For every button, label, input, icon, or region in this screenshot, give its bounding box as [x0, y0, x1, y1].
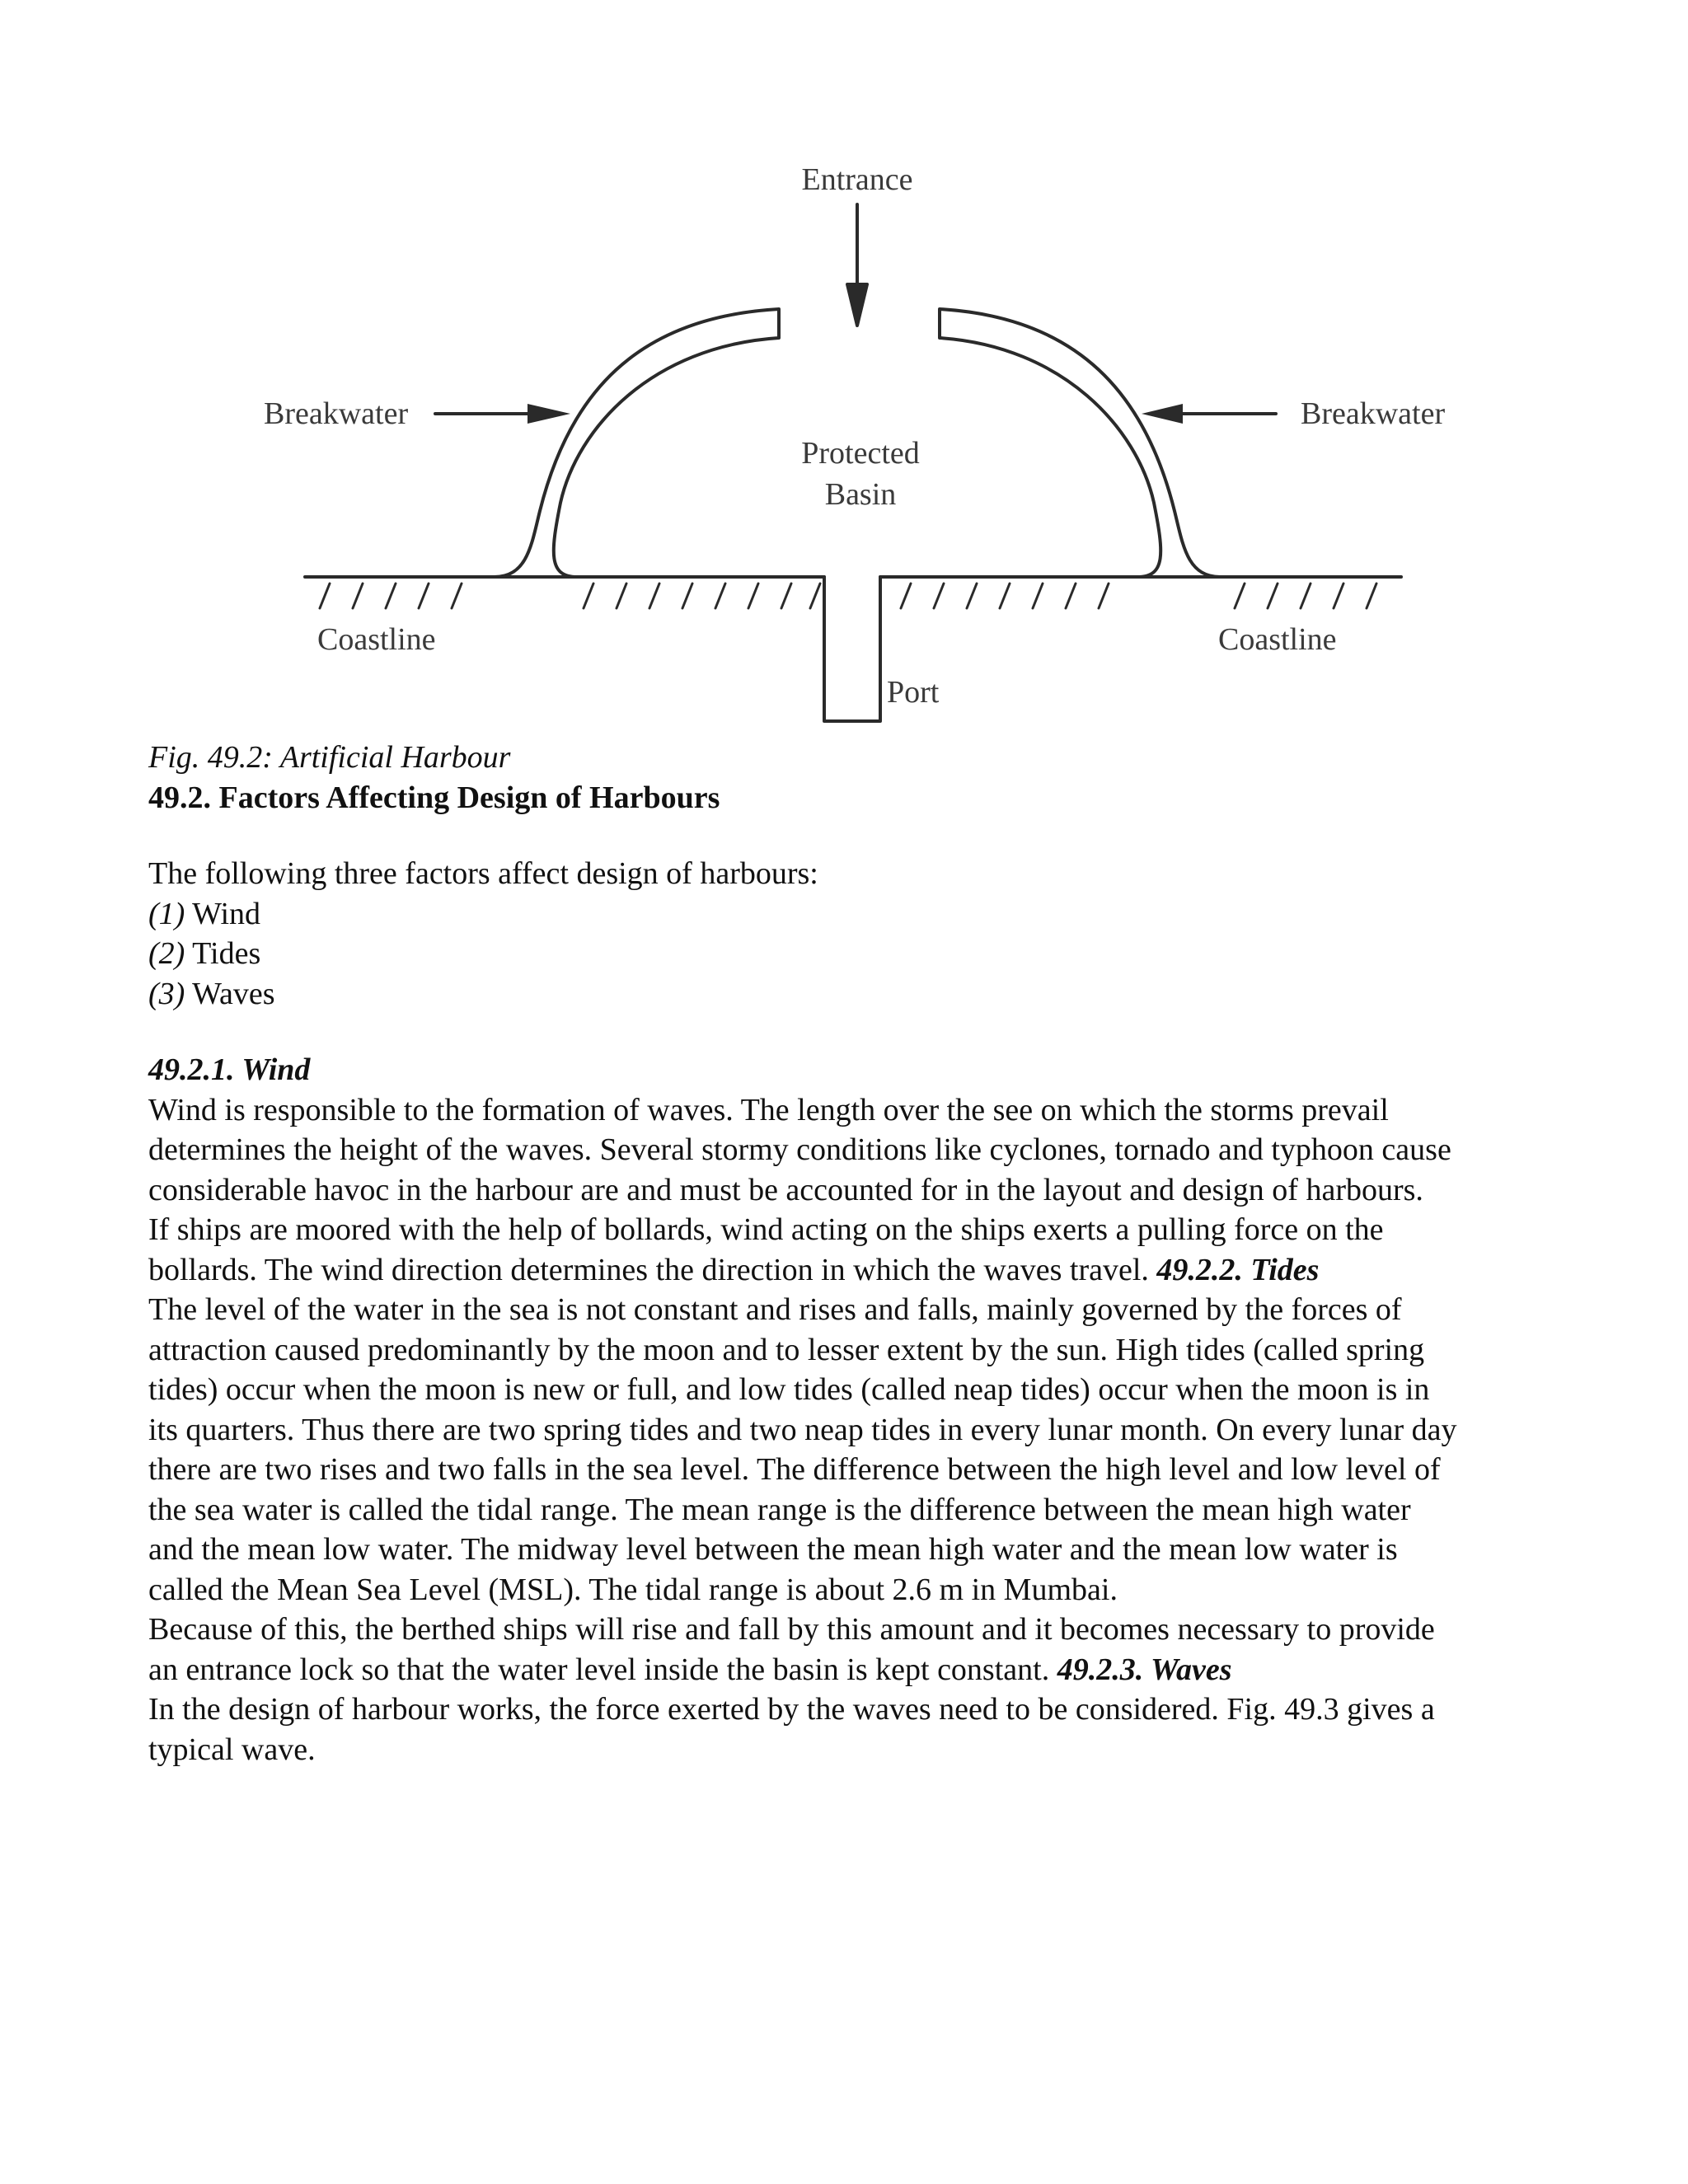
tides-line-end: an entrance lock so that the water level inside the basin is kept constant. [148, 1652, 1057, 1687]
wind-line: determines the height of the waves. Several stormy conditions like cyclones, tornado and typhoon cause [148, 1132, 1451, 1167]
waves-heading: 49.2.3. Waves [1057, 1652, 1232, 1687]
tides-line: there are two rises and two falls in the sea level. The difference between the high level and low level of [148, 1452, 1441, 1487]
left-breakwater [495, 309, 779, 577]
factor-item [148, 974, 1550, 1015]
section-title: 49.2. Factors Affecting Design of Harbours [148, 780, 720, 815]
tides-line: tides) occur when the moon is new or full, and low tides (called neap tides) occur when the moon is in [148, 1372, 1430, 1407]
label-port: Port [887, 675, 940, 710]
factor-number: (1) [148, 896, 185, 931]
waves-line: In the design of harbour works, the force exerted by the waves need to be considered. Fig. 49.3 gives a [148, 1692, 1435, 1727]
tides-line: called the Mean Sea Level (MSL). The tidal range is about 2.6 m in Mumbai. [148, 1572, 1118, 1607]
factor-item [148, 894, 1550, 935]
label-entrance: Entrance [801, 162, 913, 197]
factor-number: (2) [148, 936, 185, 971]
figure-caption: Fig. 49.2: Artificial Harbour [148, 740, 511, 775]
label-basin: Basin [824, 477, 897, 512]
label-breakwater-left: Breakwater [264, 396, 409, 431]
factor-item [148, 934, 1550, 974]
tides-line: attraction caused predominantly by the moon and to lesser extent by the sun. High tides (called spring [148, 1332, 1425, 1367]
factor-number: (3) [148, 976, 185, 1011]
factor-label: Wind [192, 896, 261, 931]
tides-line: Because of this, the berthed ships will rise and fall by this amount and it becomes necessary to provide [148, 1612, 1435, 1647]
waves-line: typical wave. [148, 1732, 316, 1767]
artificial-harbour-diagram [0, 0, 1688, 742]
label-coastline-right: Coastline [1218, 622, 1337, 657]
tides-line: and the mean low water. The midway level between the mean high water and the mean low water is [148, 1532, 1398, 1567]
tides-last-line [148, 1650, 1550, 1690]
factor-label: Tides [192, 936, 261, 971]
tides-line: the sea water is called the tidal range. The mean range is the difference between the mean high water [148, 1492, 1411, 1527]
wind-line: Wind is responsible to the formation of waves. The length over the see on which the storms prevail [148, 1092, 1389, 1127]
right-breakwater [940, 309, 1220, 577]
coastline-hatching [320, 583, 1376, 608]
tides-line: The level of the water in the sea is not constant and rises and falls, mainly governed by the forces of [148, 1292, 1402, 1327]
wind-line-end: bollards. The wind direction determines the direction in which the waves travel. [148, 1252, 1157, 1287]
tides-line: its quarters. Thus there are two spring tides and two neap tides in every lunar month. On every lunar day [148, 1412, 1457, 1447]
wind-last-line [148, 1250, 1550, 1291]
wind-line: considerable havoc in the harbour are and must be accounted for in the layout and design of harbours. [148, 1172, 1423, 1207]
section-intro: The following three factors affect design of harbours: [148, 856, 818, 891]
tides-heading: 49.2.2. Tides [1156, 1252, 1320, 1287]
label-breakwater-right: Breakwater [1301, 396, 1446, 431]
document-body [148, 738, 1550, 1769]
port-slot [824, 577, 880, 721]
wind-line: If ships are moored with the help of bollards, wind acting on the ships exerts a pulling force on the [148, 1212, 1384, 1247]
factor-label: Waves [192, 976, 275, 1011]
label-protected: Protected [801, 436, 920, 471]
label-coastline-left: Coastline [317, 622, 436, 657]
wind-heading: 49.2.1. Wind [148, 1052, 311, 1087]
